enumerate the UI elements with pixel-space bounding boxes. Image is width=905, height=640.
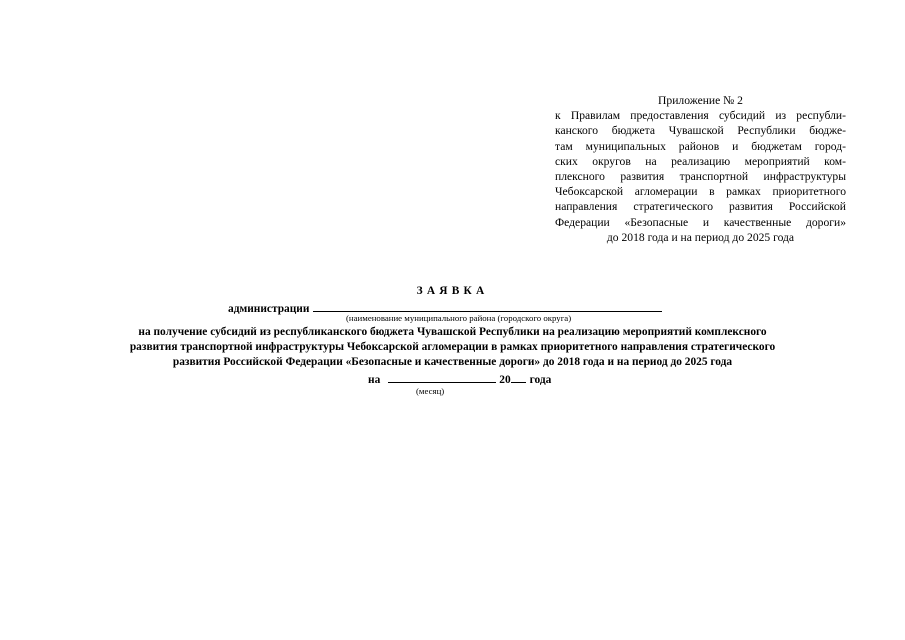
purpose-line: развития транспортной инфраструктуры Чебоксарской агломерации в рамках приоритетного направления стратегического (129, 341, 776, 353)
appendix-line: там муниципальных районов и бюджетам город- (555, 139, 846, 153)
administration-blank-line (313, 301, 662, 312)
month-blank-line (388, 372, 496, 383)
administration-caption: (наименование муниципального района (городского округа) (346, 313, 572, 323)
period-suffix: года (529, 374, 552, 386)
appendix-line: Федерации «Безопасные и качественные дороги» (555, 215, 846, 229)
period-row (368, 372, 551, 388)
appendix-last-line: до 2018 года и на период до 2025 года (606, 230, 795, 244)
purpose-line: развития Российской Федерации «Безопасные и качественные дороги» до 2018 года и на период до 2025 года (172, 356, 733, 368)
appendix-line: к Правилам предоставления субсидий из республи- (555, 109, 846, 123)
period-prefix: на (368, 374, 381, 386)
application-title: ЗАЯВКА (416, 285, 489, 297)
period-year-prefix: 20 (499, 374, 511, 386)
appendix-title: Приложение № 2 (658, 94, 743, 107)
appendix-line: канского бюджета Чувашской Республики бюдже- (555, 124, 846, 138)
appendix-line: направления стратегического развития Российской (555, 200, 846, 214)
administration-label: администрации (228, 303, 310, 315)
application-purpose (0, 325, 905, 370)
purpose-line: на получение субсидий из республиканского бюджета Чувашской Республики на реализацию мероприятий комплексного (138, 326, 767, 338)
appendix-line: Чебоксарской агломерации в рамках приоритетного (555, 185, 846, 199)
appendix-line: плексного развития транспортной инфраструктуры (555, 170, 846, 184)
year-blank-line (511, 372, 526, 383)
appendix-block (555, 93, 846, 245)
appendix-line: ских округов на реализацию мероприятий ком- (555, 154, 846, 168)
period-caption: (месяц) (416, 386, 445, 396)
